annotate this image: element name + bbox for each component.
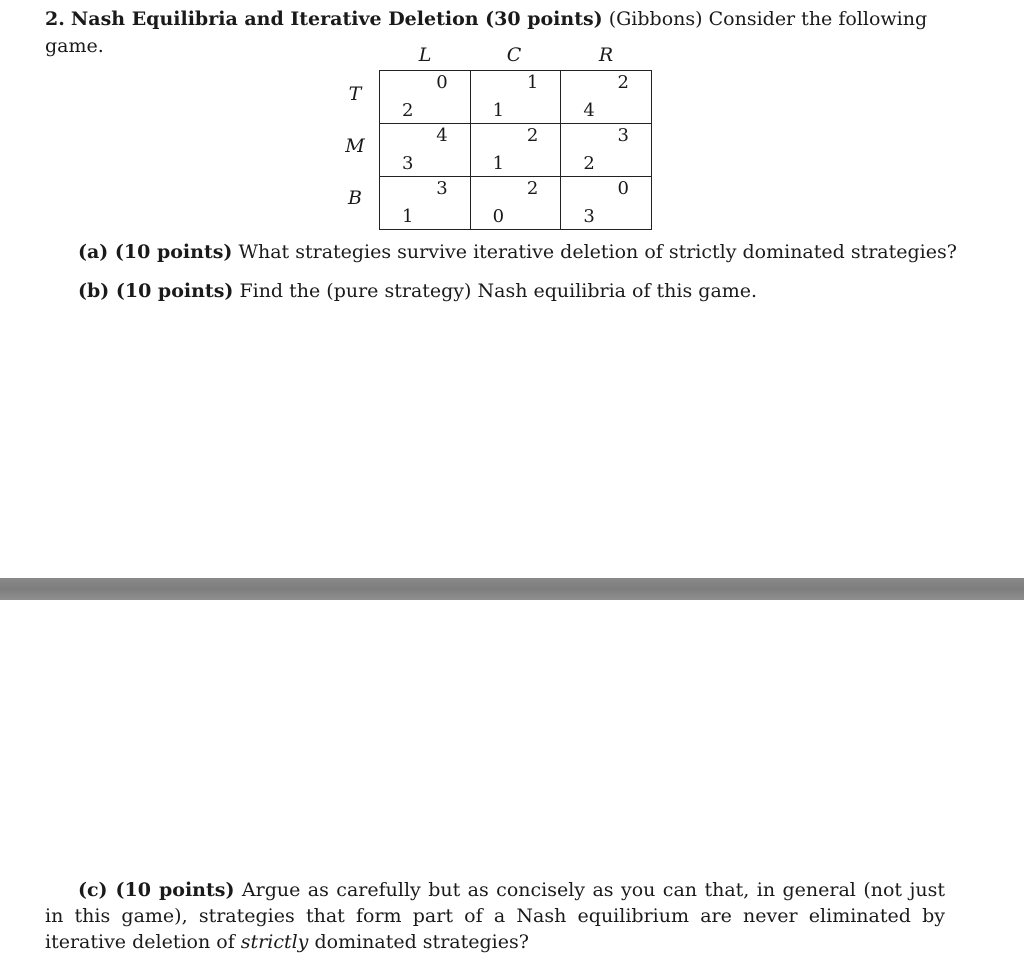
question-source: (Gibbons) (608, 8, 703, 30)
payoff-cell-B-R (561, 177, 652, 230)
row-player-payoff: 3 (402, 153, 414, 174)
page-separator (0, 578, 1024, 600)
payoff-matrix (379, 70, 652, 230)
row-player-payoff: 2 (583, 153, 595, 174)
part-c-text: Argue as carefully but as concisely as you can that, in general (not just in this game), strategies that form part of a Nash equilibrium are never eliminated by iterative deletion of (45, 879, 945, 953)
row-player-payoff: 4 (583, 100, 595, 121)
part-a (78, 239, 957, 265)
part-c (45, 877, 945, 955)
column-player-payoff: 3 (436, 178, 448, 199)
row-player-payoff: 1 (492, 100, 505, 121)
column-player-payoff: 4 (436, 125, 448, 146)
part-c-text-end: dominated strategies? (314, 931, 529, 953)
payoff-cell-M-R (561, 124, 652, 177)
question-intro: Consider the following game. (45, 8, 928, 57)
question-heading (45, 6, 950, 60)
part-b (78, 278, 757, 304)
row-player-payoff: 2 (402, 100, 414, 121)
row-player-payoff: 3 (583, 206, 595, 227)
part-c-label: (c) (10 points) (78, 879, 235, 901)
matrix-row-M (380, 124, 652, 177)
payoff-cell-M-C (470, 124, 561, 177)
payoff-cell-M-L (380, 124, 471, 177)
row-label-M: M (345, 135, 365, 157)
question-title: Nash Equilibria and Iterative Deletion (30 points) (70, 8, 603, 30)
column-player-payoff: 2 (526, 178, 539, 199)
payoff-cell-T-L (380, 71, 471, 124)
row-player-payoff: 0 (492, 206, 505, 227)
part-c-emphasis: strictly (240, 931, 309, 953)
row-player-payoff: 1 (492, 153, 505, 174)
matrix-row-B (380, 177, 652, 230)
payoff-cell-B-C (470, 177, 561, 230)
payoff-cell-T-R (561, 71, 652, 124)
column-player-payoff: 0 (436, 72, 448, 93)
column-label-L: L (418, 44, 432, 66)
part-a-label: (a) (10 points) (78, 241, 233, 263)
matrix-row-T (380, 71, 652, 124)
column-player-payoff: 1 (526, 72, 539, 93)
column-player-payoff: 2 (526, 125, 539, 146)
part-b-label: (b) (10 points) (78, 280, 234, 302)
row-player-payoff: 1 (402, 206, 414, 227)
column-player-payoff: 2 (617, 72, 629, 93)
column-label-R: R (598, 44, 614, 66)
column-label-C: C (506, 44, 522, 66)
part-b-text: Find the (pure strategy) Nash equilibria of this game. (239, 280, 758, 302)
row-label-B: B (348, 187, 362, 209)
part-a-text: What strategies survive iterative deletion of strictly dominated strategies? (238, 241, 957, 263)
payoff-cell-T-C (470, 71, 561, 124)
column-player-payoff: 3 (617, 125, 629, 146)
payoff-cell-B-L (380, 177, 471, 230)
column-player-payoff: 0 (617, 178, 629, 199)
question-number: 2. (45, 8, 65, 30)
row-label-T: T (348, 83, 362, 105)
